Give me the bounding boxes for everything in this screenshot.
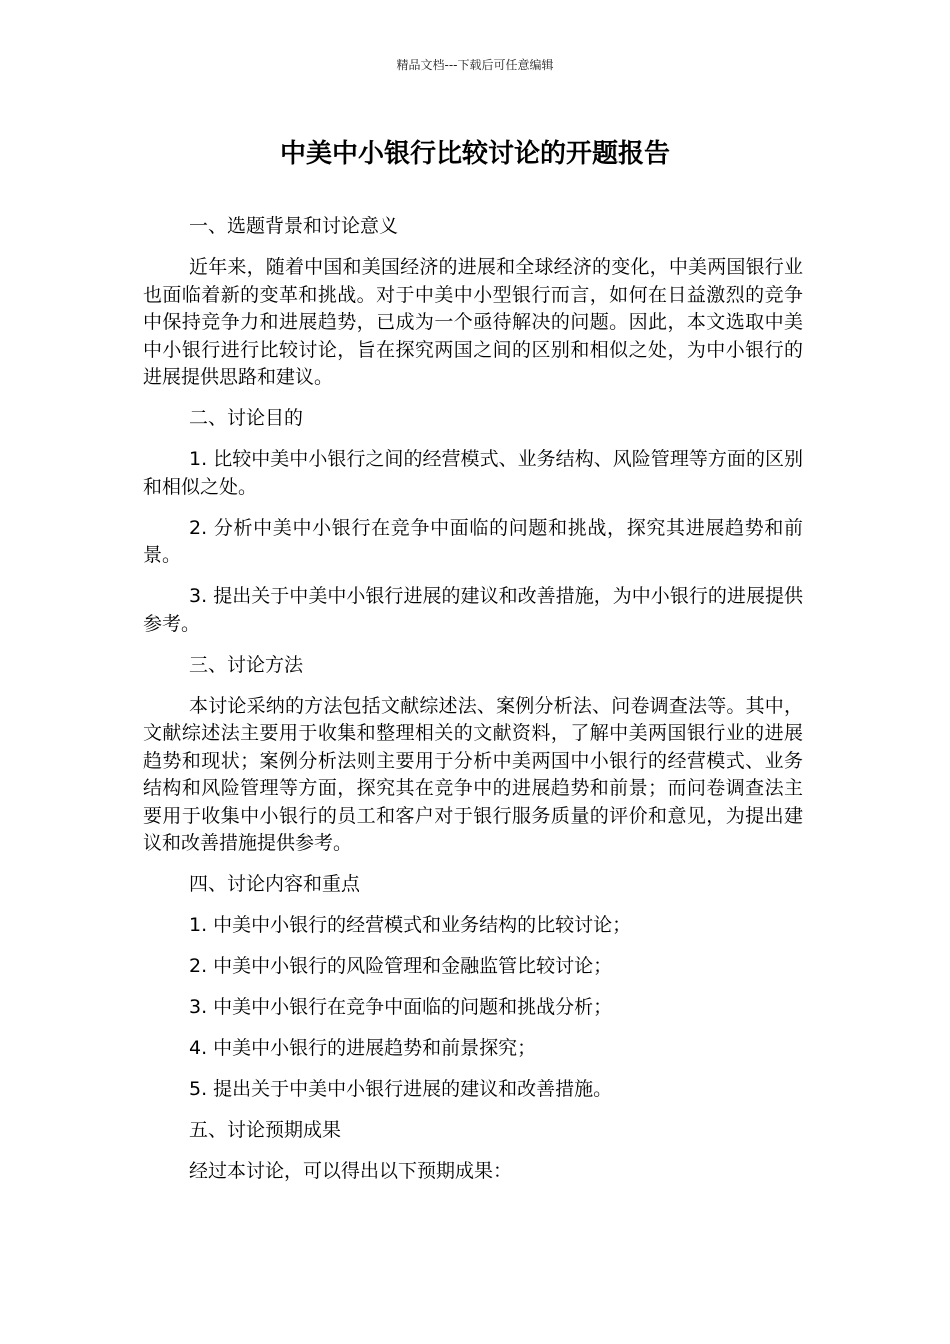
- list-item-content-4: 4. 中美中小银行的进展趋势和前景探究；: [189, 1037, 537, 1059]
- list-item-purpose-3: 3. 提出关于中美中小银行进展的建议和改善措施，为中小银行的进展提供参考。: [143, 585, 803, 635]
- section-heading-outcome: 五、讨论预期成果: [189, 1119, 342, 1141]
- list-item-content-5: 5. 提出关于中美中小银行进展的建议和改善措施。: [189, 1078, 613, 1100]
- document-title: 中美中小银行比较讨论的开题报告: [279, 139, 670, 169]
- document-body: [143, 213, 803, 1199]
- list-item-content-1: 1. 中美中小银行的经营模式和业务结构的比较讨论；: [189, 914, 632, 936]
- section-heading-method: 三、讨论方法: [189, 653, 304, 676]
- paragraph-outcome: 经过本讨论，可以得出以下预期成果：: [189, 1160, 513, 1182]
- header-note: 精品文档---下载后可任意编辑: [396, 58, 554, 72]
- paragraph-method: 本讨论采纳的方法包括文献综述法、案例分析法、问卷调查法等。其中，文献综述法主要用于收集和整理相关的文献资料，了解中美两国银行业的进展趋势和现状；案例分析法则主要用于分析中美两国中小银行的经营模式、业务结构和风险管理等方面，探究其在竞争中的进展趋势和前景；而问卷调查法主要用于收集中小银行的员工和客户对于银行服务质量的评价和意见，为提出建议和改善措施提供参考。: [143, 694, 803, 854]
- section-heading-purpose: 二、讨论目的: [189, 407, 304, 429]
- list-item-content-3: 3. 中美中小银行在竞争中面临的问题和挑战分析；: [189, 996, 613, 1018]
- list-item-purpose-2: 2. 分析中美中小银行在竞争中面临的问题和挑战，探究其进展趋势和前景。: [143, 516, 803, 566]
- section-heading-background: 一、选题背景和讨论意义: [189, 215, 399, 237]
- list-item-purpose-1: 1. 比较中美中小银行之间的经营模式、业务结构、风险管理等方面的区别和相似之处。: [143, 448, 803, 498]
- paragraph-background: 近年来，随着中国和美国经济的进展和全球经济的变化，中美两国银行业也面临着新的变革和挑战。对于中美中小型银行而言，如何在日益激烈的竞争中保持竞争力和进展趋势，已成为一个亟待解决的问题。因此，本文选取中美中小银行进行比较讨论，旨在探究两国之间的区别和相似之处，为中小银行的进展提供思路和建议。: [143, 256, 803, 388]
- section-heading-content: 四、讨论内容和重点: [189, 873, 361, 895]
- list-item-content-2: 2. 中美中小银行的风险管理和金融监管比较讨论；: [189, 955, 613, 977]
